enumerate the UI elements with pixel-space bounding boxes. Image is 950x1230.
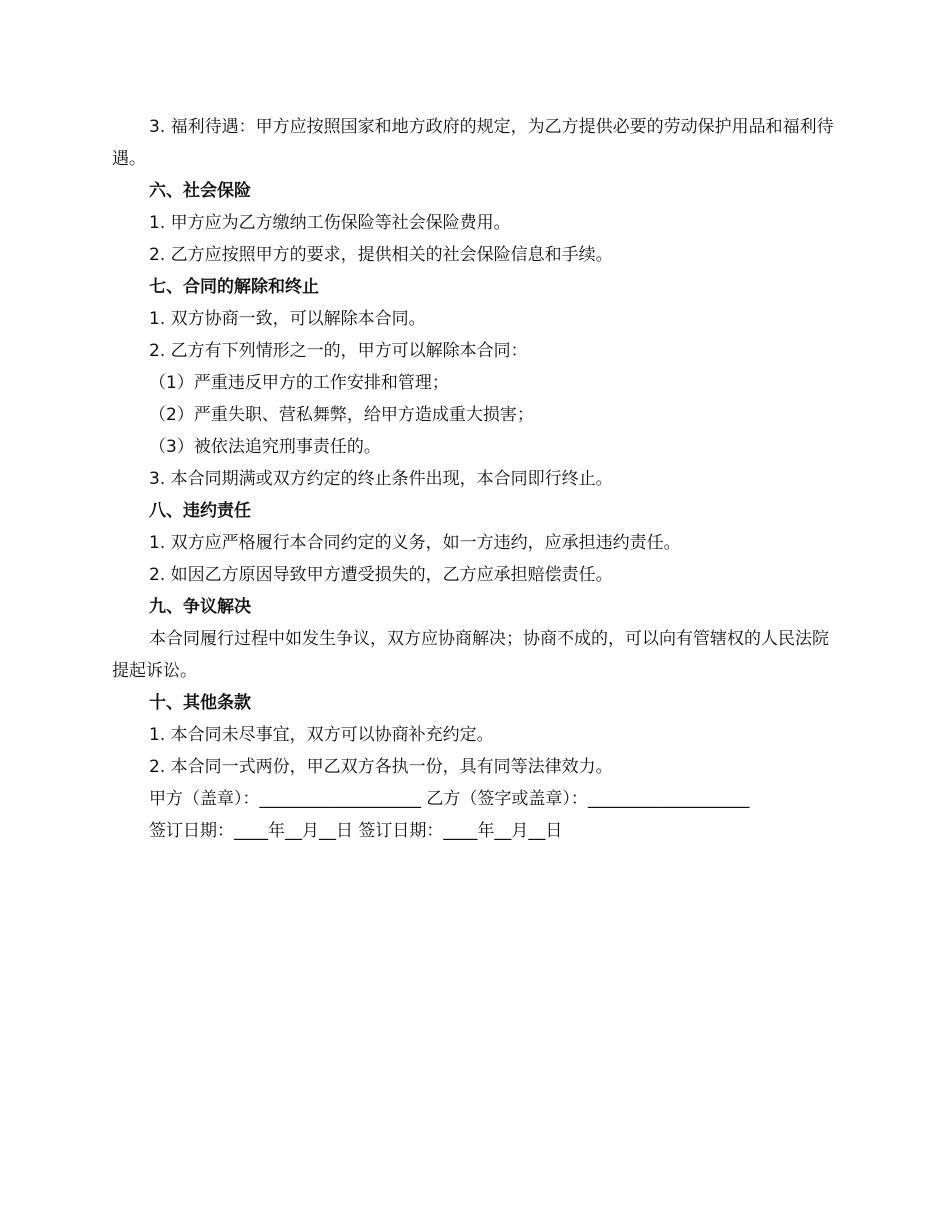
welfare-paragraph: 3. 福利待遇：甲方应按照国家和地方政府的规定，为乙方提供必要的劳动保护用品和福利待遇。: [112, 117, 834, 169]
termination-item-2: 2. 乙方有下列情形之一的，甲方可以解除本合同：: [149, 341, 528, 361]
document-body: [112, 111, 842, 847]
section-heading-social-insurance: 六、社会保险: [149, 181, 251, 201]
section-heading-other-terms: 十、其他条款: [149, 693, 251, 713]
section-heading-dispute: 九、争议解决: [149, 597, 251, 617]
signing-date-line: 签订日期：____年__月__日 签订日期：____年__月__日: [149, 821, 563, 841]
termination-item-3: 3. 本合同期满或双方约定的终止条件出现，本合同即行终止。: [149, 469, 613, 489]
social-insurance-item-2: 2. 乙方应按照甲方的要求，提供相关的社会保险信息和手续。: [149, 245, 613, 265]
section-heading-liability: 八、违约责任: [149, 501, 251, 521]
termination-subitem-2: （2）严重失职、营私舞弊，给甲方造成重大损害；: [149, 405, 534, 425]
section-heading-termination: 七、合同的解除和终止: [149, 277, 319, 297]
dispute-paragraph: 本合同履行过程中如发生争议，双方应协商解决；协商不成的，可以向有管辖权的人民法院提起诉讼。: [112, 629, 829, 681]
termination-item-1: 1. 双方协商一致，可以解除本合同。: [149, 309, 426, 329]
signature-line: 甲方（盖章）：___________________ 乙方（签字或盖章）：___________________: [149, 789, 750, 809]
liability-item-2: 2. 如因乙方原因导致甲方遭受损失的，乙方应承担赔偿责任。: [149, 565, 613, 585]
termination-subitem-3: （3）被依法追究刑事责任的。: [149, 437, 381, 457]
other-terms-item-2: 2. 本合同一式两份，甲乙双方各执一份，具有同等法律效力。: [149, 757, 613, 777]
social-insurance-item-1: 1. 甲方应为乙方缴纳工伤保险等社会保险费用。: [149, 213, 511, 233]
liability-item-1: 1. 双方应严格履行本合同约定的义务，如一方违约，应承担违约责任。: [149, 533, 681, 553]
other-terms-item-1: 1. 本合同未尽事宜，双方可以协商补充约定。: [149, 725, 494, 745]
termination-subitem-1: （1）严重违反甲方的工作安排和管理；: [149, 373, 449, 393]
